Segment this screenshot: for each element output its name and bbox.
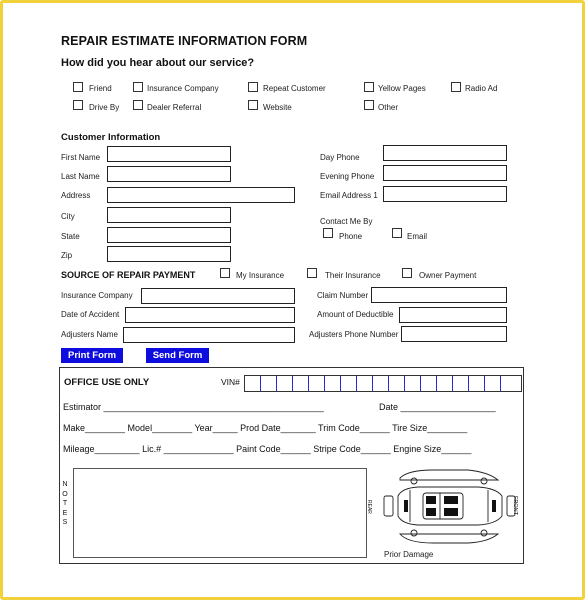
- checkbox-yellow-pages[interactable]: [364, 82, 374, 92]
- claim-number-field[interactable]: [371, 287, 507, 303]
- checkbox-contact-email[interactable]: [392, 228, 402, 238]
- option-label: Insurance Company: [147, 84, 219, 93]
- payment-option-label: Owner Payment: [419, 271, 477, 280]
- first-name-field[interactable]: [107, 146, 231, 162]
- form-title: REPAIR ESTIMATE INFORMATION FORM: [61, 34, 308, 48]
- office-use-heading: OFFICE USE ONLY: [64, 377, 150, 388]
- option-label: Other: [378, 103, 399, 112]
- estimator-line[interactable]: Estimator ____________________________________________: [63, 402, 324, 412]
- address-field[interactable]: [107, 187, 295, 203]
- vin-label: VIN#: [221, 377, 240, 387]
- vin-field[interactable]: [244, 375, 522, 392]
- contact-phone-label: Phone: [339, 232, 363, 241]
- last-name-field[interactable]: [107, 166, 231, 182]
- checkbox-other[interactable]: [364, 100, 374, 110]
- prior-damage-label: Prior Damage: [384, 550, 434, 559]
- address-label: Address: [61, 191, 91, 200]
- city-field[interactable]: [107, 207, 231, 223]
- customer-info-heading: Customer Information: [61, 132, 161, 143]
- evening-phone-field[interactable]: [383, 165, 507, 181]
- notes-label: NOTES: [62, 481, 68, 526]
- checkbox-contact-phone[interactable]: [323, 228, 333, 238]
- option-label: Drive By: [89, 103, 120, 112]
- payment-option-label: My Insurance: [236, 271, 285, 280]
- date-of-accident-label: Date of Accident: [61, 310, 120, 319]
- checkbox-drive-by[interactable]: [73, 100, 83, 110]
- option-label: Dealer Referral: [147, 103, 202, 112]
- front-label: FRONT: [512, 496, 518, 515]
- claim-number-label: Claim Number: [317, 291, 369, 300]
- day-phone-field[interactable]: [383, 145, 507, 161]
- state-label: State: [61, 232, 80, 241]
- adjusters-phone-field[interactable]: [401, 326, 507, 342]
- state-field[interactable]: [107, 227, 231, 243]
- checkbox-my-insurance[interactable]: [220, 268, 230, 278]
- deductible-label: Amount of Deductible: [317, 310, 394, 319]
- checkbox-their-insurance[interactable]: [307, 268, 317, 278]
- first-name-label: First Name: [61, 153, 101, 162]
- day-phone-label: Day Phone: [320, 153, 360, 162]
- checkbox-dealer-referral[interactable]: [133, 100, 143, 110]
- option-label: Yellow Pages: [378, 84, 426, 93]
- insurance-company-label: Insurance Company: [61, 291, 133, 300]
- car-damage-diagram-icon[interactable]: [378, 466, 518, 546]
- city-label: City: [61, 212, 75, 221]
- date-of-accident-field[interactable]: [125, 307, 295, 323]
- checkbox-owner-payment[interactable]: [402, 268, 412, 278]
- evening-phone-label: Evening Phone: [320, 172, 375, 181]
- checkbox-website[interactable]: [248, 100, 258, 110]
- checkbox-radio-ad[interactable]: [451, 82, 461, 92]
- payment-heading: SOURCE OF REPAIR PAYMENT: [61, 270, 196, 280]
- option-label: Website: [263, 103, 292, 112]
- vehicle-info-line[interactable]: Make________ Model________ Year_____ Prod Date_______ Trim Code______ Tire Size________: [63, 423, 468, 433]
- option-label: Friend: [89, 84, 112, 93]
- adjusters-phone-label: Adjusters Phone Number: [309, 330, 399, 339]
- option-label: Repeat Customer: [263, 84, 326, 93]
- last-name-label: Last Name: [61, 172, 100, 181]
- date-line[interactable]: Date ___________________: [379, 402, 496, 412]
- insurance-company-field[interactable]: [141, 288, 295, 304]
- zip-label: Zip: [61, 251, 73, 260]
- vehicle-detail-line[interactable]: Mileage_________ Lic.# ______________ Paint Code______ Stripe Code______ Engine Size______: [63, 444, 472, 454]
- payment-option-label: Their Insurance: [325, 271, 381, 280]
- adjusters-name-label: Adjusters Name: [61, 330, 118, 339]
- adjusters-name-field[interactable]: [123, 327, 295, 343]
- deductible-field[interactable]: [399, 307, 507, 323]
- checkbox-friend[interactable]: [73, 82, 83, 92]
- checkbox-repeat-customer[interactable]: [248, 82, 258, 92]
- print-form-button[interactable]: Print Form: [61, 348, 123, 363]
- option-label: Radio Ad: [465, 84, 498, 93]
- zip-field[interactable]: [107, 246, 231, 262]
- rear-label: REAR: [366, 500, 372, 514]
- email-label: Email Address 1: [320, 191, 378, 200]
- email-field[interactable]: [383, 186, 507, 202]
- notes-field[interactable]: [73, 468, 367, 558]
- send-form-button[interactable]: Send Form: [146, 348, 209, 363]
- hear-question: How did you hear about our service?: [61, 57, 255, 69]
- contact-me-by-label: Contact Me By: [320, 217, 373, 226]
- checkbox-insurance-company[interactable]: [133, 82, 143, 92]
- contact-email-label: Email: [407, 232, 428, 241]
